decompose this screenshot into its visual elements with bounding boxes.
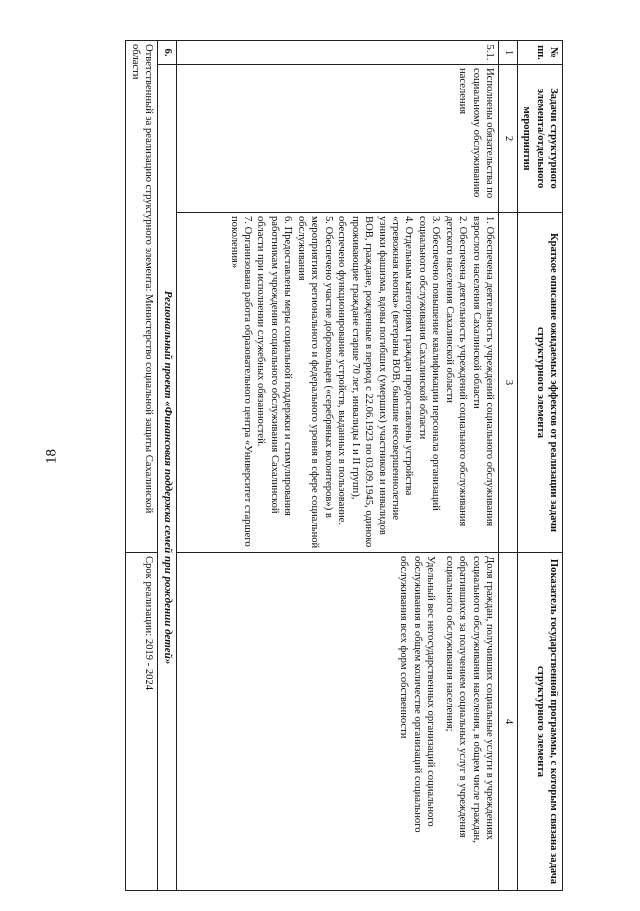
header-indicator: Показатель государственной программы, с которым связана задача структурного элемента	[517, 553, 562, 891]
header-effects: Краткое описание ожидаемых эффектов от реализации задачи структурного элемента	[517, 213, 562, 553]
responsible-cell: Ответственный за реализацию структурного элемента: Министерство социальной защиты Сахалинской области	[126, 41, 158, 553]
list-item: 2. Обеспечена деятельность учреждений социального обслуживания детского населения Сахалинской области	[443, 216, 469, 527]
list-item: Доля граждан, получивших социальные услуги в учреждениях социального обслуживания населения, в общем числе граждан, обратившихся за получением социальных услуг в учреждения социального обслуживания населения;	[443, 556, 496, 843]
list-item: 7. Организована работа образовательного центра «Университет старшего поколения»	[228, 216, 254, 547]
header-no: № пп.	[517, 41, 562, 65]
header-row	[517, 41, 562, 891]
effects-cell	[177, 213, 499, 553]
list-item: 1. Обеспечена деятельность учреждений социального обслуживания взрослого населения Сахалинской области	[470, 216, 496, 527]
indicators-cell	[177, 553, 499, 891]
col-number-1: 1	[499, 41, 517, 65]
table-row-6	[158, 41, 177, 891]
project-title: Региональный проект «Финансовая поддержка семей при рождении детей»	[158, 65, 177, 891]
row-number: 6.	[158, 41, 177, 65]
table-row-5-1	[177, 41, 499, 891]
list-item: 6. Предоставлены меры социальной поддержки и стимулирования работникам учреждения социального обслуживания Сахалинской области при исполнении служебных обязанностей.	[255, 216, 294, 516]
list-item: Удельный вес негосударственных организаций социального обслуживания в общем количестве организаций социального обслуживания всех форм собственности	[398, 556, 437, 833]
footer-row	[126, 41, 158, 891]
rotated-table-wrapper	[95, 40, 563, 890]
header-task: Задачи структурного элемента/отдельного мероприятия	[517, 65, 562, 213]
col-number-4: 4	[499, 553, 517, 891]
list-item: 3. Обеспечено повышение квалификации персонала организаций социального обслуживания Сахалинской области	[416, 216, 442, 511]
term-cell: Срок реализации: 2019 - 2024	[126, 553, 158, 891]
list-item: 5. Обеспечено участие добровольцев («серебряных волонтеров») в мероприятиях регионального и федерального уровня в сфере социальной обслуживания	[295, 216, 334, 549]
page-number: 18	[43, 449, 60, 464]
col-number-2: 2	[499, 65, 517, 213]
column-number-row	[499, 41, 517, 891]
task-cell: Исполнены обязательства по социальному обслуживанию населения	[177, 65, 499, 213]
col-number-3: 3	[499, 213, 517, 553]
row-number: 5.1.	[177, 41, 499, 65]
list-item: 4. Отдельным категориям граждан предоставлены устройства «тревожная кнопка» (ветераны ВОВ, бывшие несовершеннолетние узники фашизма, вдовы погибших (умерших) участников и инвалидов ВОВ, граждане, рожденные в период с 22.06.1923 по 03.09.1945, одиноко проживающие граждане старше 70 лет, инвалиды I и II групп), обеспечено функционирование устройств, выданных в пользование.	[336, 216, 415, 548]
program-table	[125, 40, 563, 891]
